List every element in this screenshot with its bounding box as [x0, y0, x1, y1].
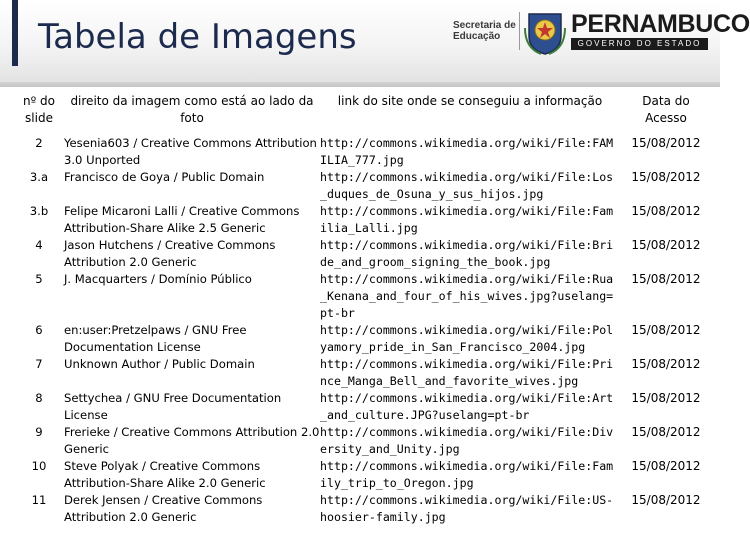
table-row	[14, 356, 712, 390]
table-row	[14, 390, 712, 424]
cell-slide: 5	[35, 272, 43, 286]
cell-link: http://commons.wikimedia.org/wiki/File:Diversity_and_Unity.jpg	[320, 425, 614, 456]
cell-date: 15/08/2012	[631, 272, 701, 286]
cell-date: 15/08/2012	[631, 391, 701, 405]
column-header-link: link do site onde se conseguiu a informação	[337, 94, 603, 108]
cell-credit: Francisco de Goya / Public Domain	[64, 170, 265, 184]
table-row	[14, 424, 712, 458]
cell-link: http://commons.wikimedia.org/wiki/File:Family_trip_to_Oregon.jpg	[320, 459, 614, 490]
cell-date: 15/08/2012	[631, 323, 701, 337]
cell-date: 15/08/2012	[631, 170, 701, 184]
cell-credit: J. Macquarters / Domínio Público	[64, 272, 252, 286]
cell-slide: 6	[35, 323, 43, 337]
column-header-credit: direito da imagem como está ao lado da foto	[70, 94, 314, 125]
cell-credit: Settychea / GNU Free Documentation License	[64, 391, 282, 422]
cell-slide: 3.a	[29, 170, 49, 184]
cell-link: http://commons.wikimedia.org/wiki/File:Art_and_culture.JPG?uselang=pt-br	[320, 391, 614, 422]
cell-credit: Yesenia603 / Creative Commons Attribution 3.0 Unported	[64, 136, 317, 167]
cell-slide: 7	[35, 357, 43, 371]
logo-divider	[519, 12, 520, 50]
table-row	[14, 169, 712, 203]
cell-date: 15/08/2012	[631, 425, 701, 439]
cell-link: http://commons.wikimedia.org/wiki/File:Prince_Manga_Bell_and_favorite_wives.jpg	[320, 357, 614, 388]
cell-link: http://commons.wikimedia.org/wiki/File:Polyamory_pride_in_San_Francisco_2004.jpg	[320, 323, 614, 354]
cell-date: 15/08/2012	[631, 238, 701, 252]
table-row	[14, 322, 712, 356]
secretaria-line-2: Educação	[453, 31, 501, 42]
cell-credit: Felipe Micaroni Lalli / Creative Commons Attribution-Share Alike 2.5 Generic	[64, 204, 300, 235]
cell-link: http://commons.wikimedia.org/wiki/File:FAMILIA_777.jpg	[320, 136, 614, 167]
cell-credit: Unknown Author / Public Domain	[64, 357, 255, 371]
brand-name: PERNAMBUCO	[571, 10, 750, 38]
cell-slide: 11	[31, 493, 47, 507]
table-header-row	[14, 93, 712, 135]
cell-slide: 9	[35, 425, 43, 439]
table-row	[14, 271, 712, 322]
cell-date: 15/08/2012	[631, 493, 701, 507]
cell-date: 15/08/2012	[631, 136, 701, 150]
state-crest-icon	[523, 8, 567, 56]
table-row	[14, 203, 712, 237]
table-row	[14, 458, 712, 492]
title-accent-bar	[12, 0, 18, 66]
cell-credit: Steve Polyak / Creative Commons Attribution-Share Alike 2.0 Generic	[64, 459, 266, 490]
cell-date: 15/08/2012	[631, 459, 701, 473]
cell-date: 15/08/2012	[631, 204, 701, 218]
column-header-date: Data do Acesso	[642, 94, 690, 125]
page-title: Tabela de Imagens	[38, 17, 357, 57]
image-credits-table	[14, 93, 712, 526]
table-row	[14, 492, 712, 526]
cell-slide: 2	[35, 136, 43, 150]
cell-link: http://commons.wikimedia.org/wiki/File:Familia_Lalli.jpg	[320, 204, 614, 235]
cell-credit: Frerieke / Creative Commons Attribution 2.0 Generic	[64, 425, 320, 456]
cell-link: http://commons.wikimedia.org/wiki/File:Los_duques_de_Osuna_y_sus_hijos.jpg	[320, 170, 614, 201]
table-row	[14, 237, 712, 271]
cell-credit: Derek Jensen / Creative Commons Attribution 2.0 Generic	[64, 493, 263, 524]
cell-credit: en:user:Pretzelpaws / GNU Free Documentation License	[64, 323, 247, 354]
cell-slide: 4	[35, 238, 43, 252]
cell-link: http://commons.wikimedia.org/wiki/File:Bride_and_groom_signing_the_book.jpg	[320, 238, 614, 269]
cell-link: http://commons.wikimedia.org/wiki/File:US-hoosier-family.jpg	[320, 493, 614, 524]
cell-slide: 3.b	[29, 204, 49, 218]
cell-credit: Jason Hutchens / Creative Commons Attribution 2.0 Generic	[64, 238, 276, 269]
column-header-slide: nº do slide	[22, 94, 56, 125]
brand-subtitle: GOVERNO DO ESTADO	[571, 38, 708, 50]
secretaria-logo-text	[453, 20, 516, 42]
cell-date: 15/08/2012	[631, 357, 701, 371]
table-row	[14, 135, 712, 169]
cell-slide: 8	[35, 391, 43, 405]
header-divider	[0, 82, 720, 87]
cell-link: http://commons.wikimedia.org/wiki/File:Rua_Kenana_and_four_of_his_wives.jpg?uselang=pt-br	[320, 272, 614, 320]
secretaria-line-1: Secretaria de	[453, 20, 516, 31]
cell-slide: 10	[31, 459, 47, 473]
